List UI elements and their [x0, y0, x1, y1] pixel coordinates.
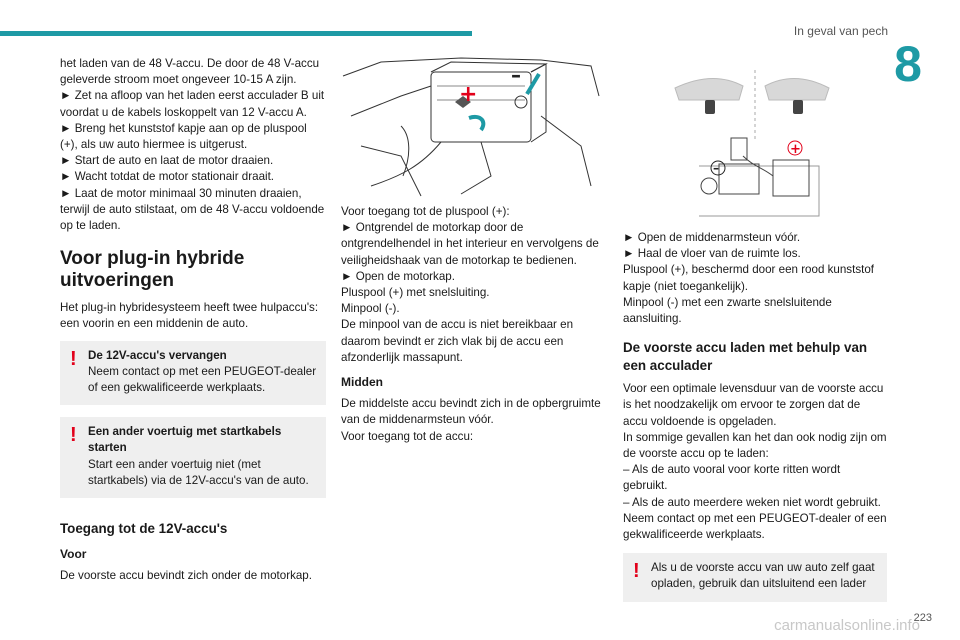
warning-icon: !	[70, 347, 77, 370]
svg-text:+: +	[790, 142, 801, 157]
paragraph: Pluspool (+) met snelsluiting.	[341, 286, 490, 300]
middle-battery-illustration	[623, 56, 887, 224]
dash-item: – Als de auto meerdere weken niet wordt gebruikt.	[623, 495, 881, 509]
bullet: ► Haal de vloer van de ruimte los.	[623, 247, 801, 261]
paragraph: De voorste accu bevindt zich onder de motorkap.	[60, 569, 312, 583]
engine-battery-illustration	[341, 56, 603, 198]
warning-icon: !	[70, 424, 77, 447]
heading-middle: Midden	[341, 375, 383, 390]
heading-access: Toegang tot de 12V-accu's	[60, 521, 228, 537]
heading-charge: De voorste accu laden met behulp van een acculader	[623, 340, 868, 374]
paragraph: Minpool (-) met een zwarte snelsluitende aansluiting.	[623, 295, 832, 326]
warning-icon: !	[633, 560, 640, 583]
svg-text:–: –	[511, 63, 521, 87]
bullet: ► Laat de motor minimaal 30 minuten draaien, terwijl de auto stilstaat, om de 48 V-accu voldoende op te laden.	[60, 186, 325, 233]
warning-box	[60, 341, 326, 406]
watermark: carmanualsonline.info	[774, 617, 920, 634]
warning-title: Een ander voertuig met startkabels starten	[88, 425, 282, 455]
paragraph: Minpool (-).	[341, 302, 400, 316]
paragraph: Het plug-in hybridesysteem heeft twee hulpaccu's: een voorin en een middenin de auto.	[60, 301, 319, 331]
warning-text: Start een ander voertuig niet (met startkabels) via de 12V-accu's van de auto.	[88, 457, 309, 487]
page-number: 223	[913, 612, 932, 624]
bullet: ► Ontgrendel de motorkap door de ontgrendelhendel in het interieur en vervolgens de veiligheidshaak van de motorkap te bedienen.	[341, 221, 599, 267]
paragraph: Voor een optimale levensduur van de voorste accu is het noodzakelijk om ervoor te zorgen dat de accu voldoende is opgeladen.	[623, 382, 884, 428]
bullet: ► Open de motorkap.	[341, 269, 455, 283]
svg-text:+: +	[459, 82, 478, 107]
warning-title: De 12V-accu's vervangen	[88, 348, 227, 362]
paragraph: Pluspool (+), beschermd door een rood kunststof kapje (niet toegankelijk).	[623, 263, 875, 293]
paragraph: het laden van de 48 V-accu. De door de 48 V-accu geleverde stroom moet ongeveer 10-15 A zijn.	[60, 57, 320, 87]
heading-plugin-hybrid: Voor plug-in hybride uitvoeringen	[60, 248, 245, 292]
paragraph: Voor toegang tot de accu:	[341, 429, 474, 443]
column-3	[623, 56, 887, 610]
dash-item: – Als de auto vooral voor korte ritten wordt gebruikt.	[623, 463, 841, 493]
column-1	[60, 56, 326, 584]
bullet: ► Start de auto en laat de motor draaien.	[60, 154, 274, 168]
paragraph: Neem contact op met een PEUGEOT-dealer of een gekwalificeerde werkplaats.	[623, 511, 887, 542]
bullet: ► Breng het kunststof kapje aan op de pluspool (+), als uw auto hiermee is uitgerust.	[60, 121, 307, 152]
bullet: ► Open de middenarmsteun vóór.	[623, 231, 801, 244]
header-accent-bar	[0, 31, 472, 36]
column-2	[341, 56, 603, 445]
paragraph: Voor toegang tot de pluspool (+):	[341, 205, 510, 218]
section-title: In geval van pech	[793, 24, 888, 38]
warning-text: Als u de voorste accu van uw auto zelf gaat opladen, gebruik dan uitsluitend een lader	[651, 561, 875, 591]
warning-text: Neem contact op met een PEUGEOT-dealer of een gekwalificeerde werkplaats.	[88, 364, 317, 395]
warning-box	[60, 417, 326, 498]
bullet: ► Zet na afloop van het laden eerst acculader B uit voordat u de kabels loskoppelt van 12 V-accu A.	[60, 89, 325, 119]
heading-front: Voor	[60, 547, 87, 562]
warning-box	[623, 553, 887, 601]
chapter-number: 8	[894, 36, 922, 92]
bullet: ► Wacht totdat de motor stationair draait.	[60, 170, 275, 184]
paragraph: De minpool van de accu is niet bereikbaar en daarom bevindt er zich vlak bij de accu een afzonderlijk massapunt.	[341, 318, 574, 364]
paragraph: De middelste accu bevindt zich in de opbergruimte van de middenarmsteun vóór.	[341, 397, 601, 427]
svg-text:–: –	[713, 161, 719, 175]
paragraph: In sommige gevallen kan het dan ook nodig zijn om de voorste accu op te laden:	[623, 430, 887, 461]
